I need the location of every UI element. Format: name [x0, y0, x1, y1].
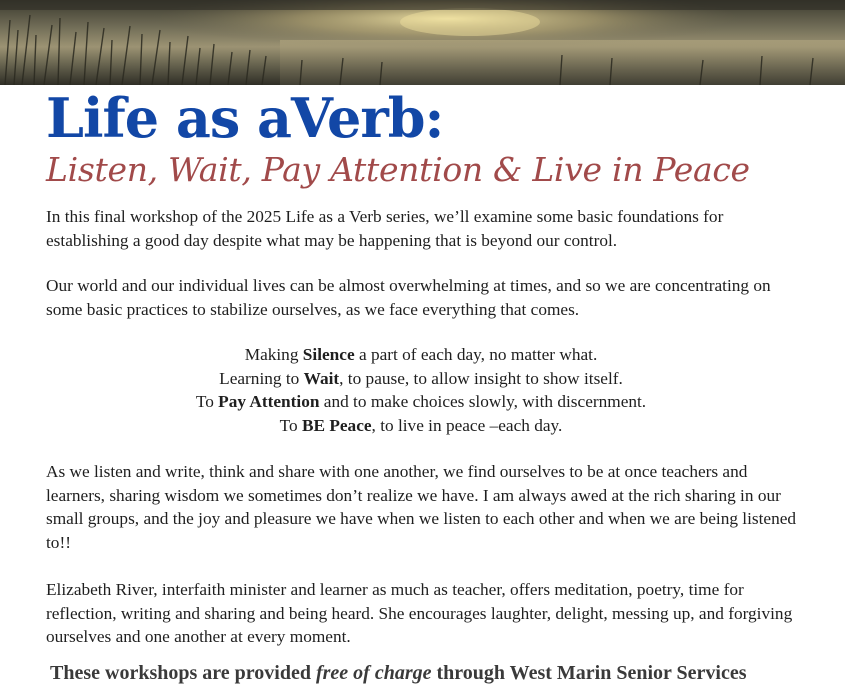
facilitator-paragraph: Elizabeth River, interfaith minister and learner as much as teacher, offers meditation, poetry, time for reflection, writing and sharing and being heard. She encourages laughter, delight, messing up, and forgiving ourselves and one another at every moment. — [46, 580, 793, 646]
page-subtitle: Listen, Wait, Pay Attention & Live in Peace — [46, 150, 750, 189]
page-title: Life as aVerb: — [46, 86, 444, 150]
practices-list — [46, 343, 796, 437]
intro-paragraph: In this final workshop of the 2025 Life as a Verb series, we’ll examine some basic foundations for establishing a good day despite what may be happening that is beyond our control. — [46, 207, 724, 250]
practice-line: Making Silence a part of each day, no matter what. — [244, 345, 598, 364]
world-paragraph: Our world and our individual lives can be almost overwhelming at times, and so we are concentrating on some basic practices to stabilize ourselves, as we face everything that comes. — [46, 276, 771, 319]
practice-line: To Pay Attention and to make choices slowly, with discernment. — [195, 392, 647, 411]
sharing-paragraph: As we listen and write, think and share with one another, we find ourselves to be at once teachers and learners, sharing wisdom we sometimes don’t realize we have. I am always awed at the rich sharing in our small groups, and the joy and pleasure we have when we listen to each other and when we are being listened to!! — [46, 462, 797, 552]
funding-note: These workshops are provided free of charge through West Marin Senior Services — [50, 662, 747, 684]
marsh-photo-image — [0, 0, 845, 85]
practice-line: To BE Peace, to live in peace –each day. — [279, 415, 563, 435]
practice-line: Learning to Wait, to pause, to allow insight to show itself. — [219, 368, 623, 388]
